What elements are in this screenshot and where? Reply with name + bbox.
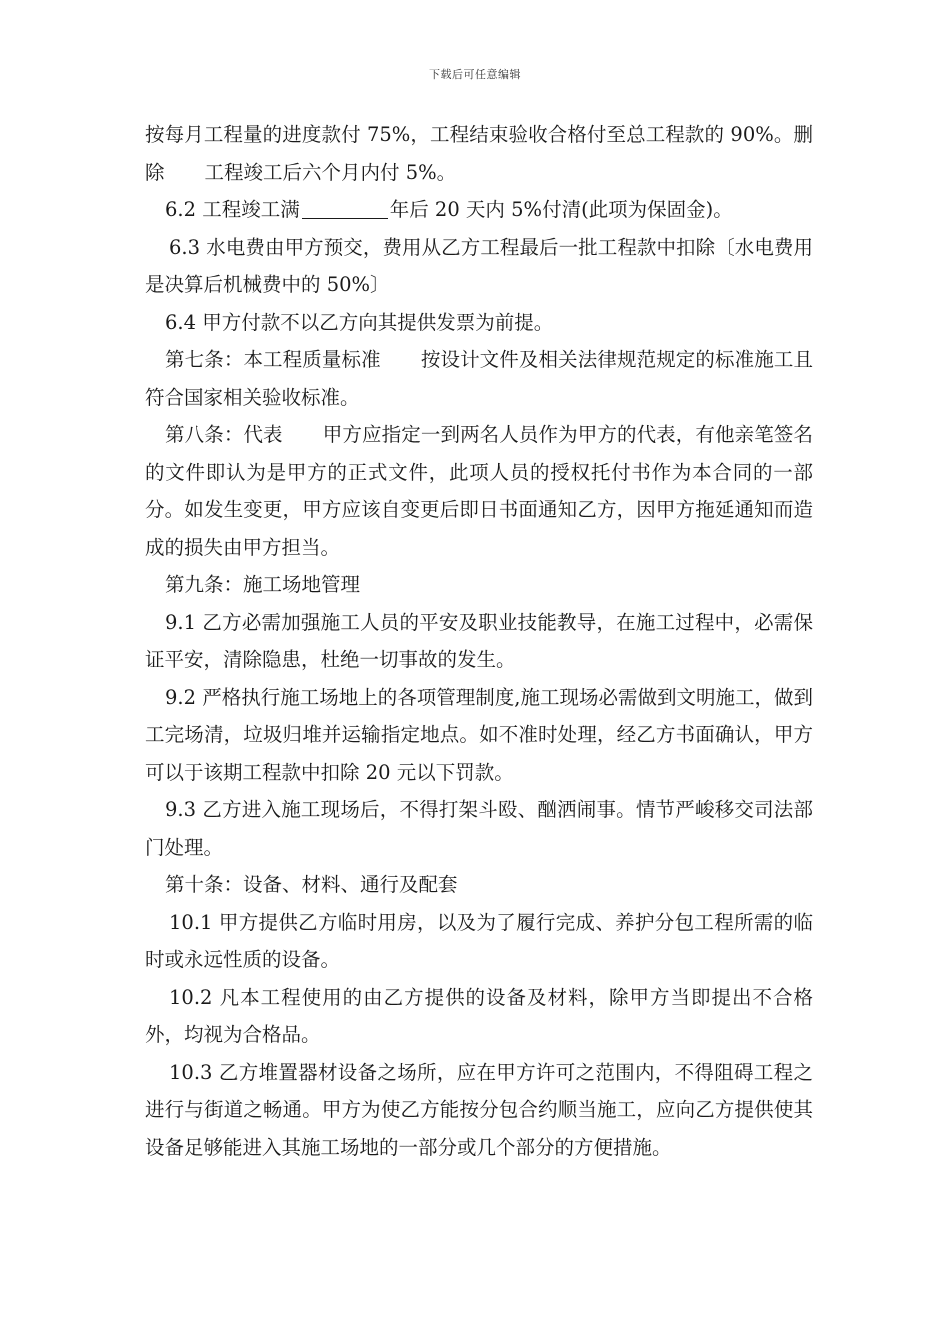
paragraph-text: 按设计文件及相关法律规范规定的标准施工且符合国家相关验收标准。 (145, 348, 813, 409)
paragraph-10-1: 10.1 甲方提供乙方临时用房，以及为了履行完成、养护分包工程所需的临时或永远性质的设备。 (145, 910, 813, 971)
paragraph-9-2: 9.2 严格执行施工场地上的各项管理制度,施工现场必需做到文明施工，做到工完场清，垃圾归堆并运输指定地点。如不准时处理，经乙方书面确认，甲方可以于该期工程款中扣除 20 元以下罚款。 (145, 685, 813, 784)
paragraph-article-10-heading: 第十条：设备、材料、通行及配套 (165, 873, 458, 896)
paragraph-9-3: 9.3 乙方进入施工现场后，不得打架斗殴、酗洒闹事。情节严峻移交司法部门处理。 (145, 798, 813, 859)
paragraph-10-3: 10.3 乙方堆置器材设备之场所，应在甲方许可之范围内，不得阻碍工程之进行与街道之畅通。甲方为使乙方能按分包合约顺当施工，应向乙方提供使其设备足够能进入其施工场地的一部分或几个部分的方便措施。 (145, 1060, 813, 1159)
paragraph-10-2: 10.2 凡本工程使用的由乙方提供的设备及材料，除甲方当即提出不合格外，均视为合格品。 (145, 985, 813, 1046)
paragraph-article-9-heading: 第九条：施工场地管理 (165, 573, 361, 596)
article-heading: 第八条：代表 (165, 423, 283, 446)
paragraph-text: 按每月工程量的进度款付 75%，工程结束验收合格付至总工程款的 90%。删除 (145, 123, 813, 184)
paragraph-text: 工程竣工后六个月内付 5%。 (204, 160, 457, 184)
document-body (145, 116, 813, 1166)
paragraph-payment-progress (145, 116, 813, 191)
paragraph-text: 甲方应指定一到两名人员作为甲方的代表，有他亲笔签名的文件即认为是甲方的正式文件，此项人员的授权托付书作为本合同的一部分。如发生变更，甲方应该自变更后即日书面通知乙方，因甲方拖延通知而造成的损失由甲方担当。 (145, 423, 813, 559)
paragraph-text: 年后 20 天内 5%付清(此项为保固金)。 (389, 198, 733, 221)
paragraph-article-7 (145, 341, 813, 416)
paragraph-text: 6.2 工程竣工满 (165, 198, 300, 221)
paragraph-article-8 (145, 416, 813, 566)
article-heading: 第七条：本工程质量标准 (165, 348, 381, 371)
fill-in-blank (302, 196, 388, 219)
paragraph-9-1: 9.1 乙方必需加强施工人员的平安及职业技能教导，在施工过程中，必需保证平安，清除隐患，杜绝一切事故的发生。 (145, 610, 813, 671)
paragraph-6-2 (145, 191, 813, 229)
paragraph-6-3: 6.3 水电费由甲方预交，费用从乙方工程最后一批工程款中扣除〔水电费用是决算后机械费中的 50%〕 (145, 235, 813, 296)
page-header-note: 下载后可任意编辑 (429, 68, 521, 81)
paragraph-6-4: 6.4 甲方付款不以乙方向其提供发票为前提。 (165, 310, 554, 334)
